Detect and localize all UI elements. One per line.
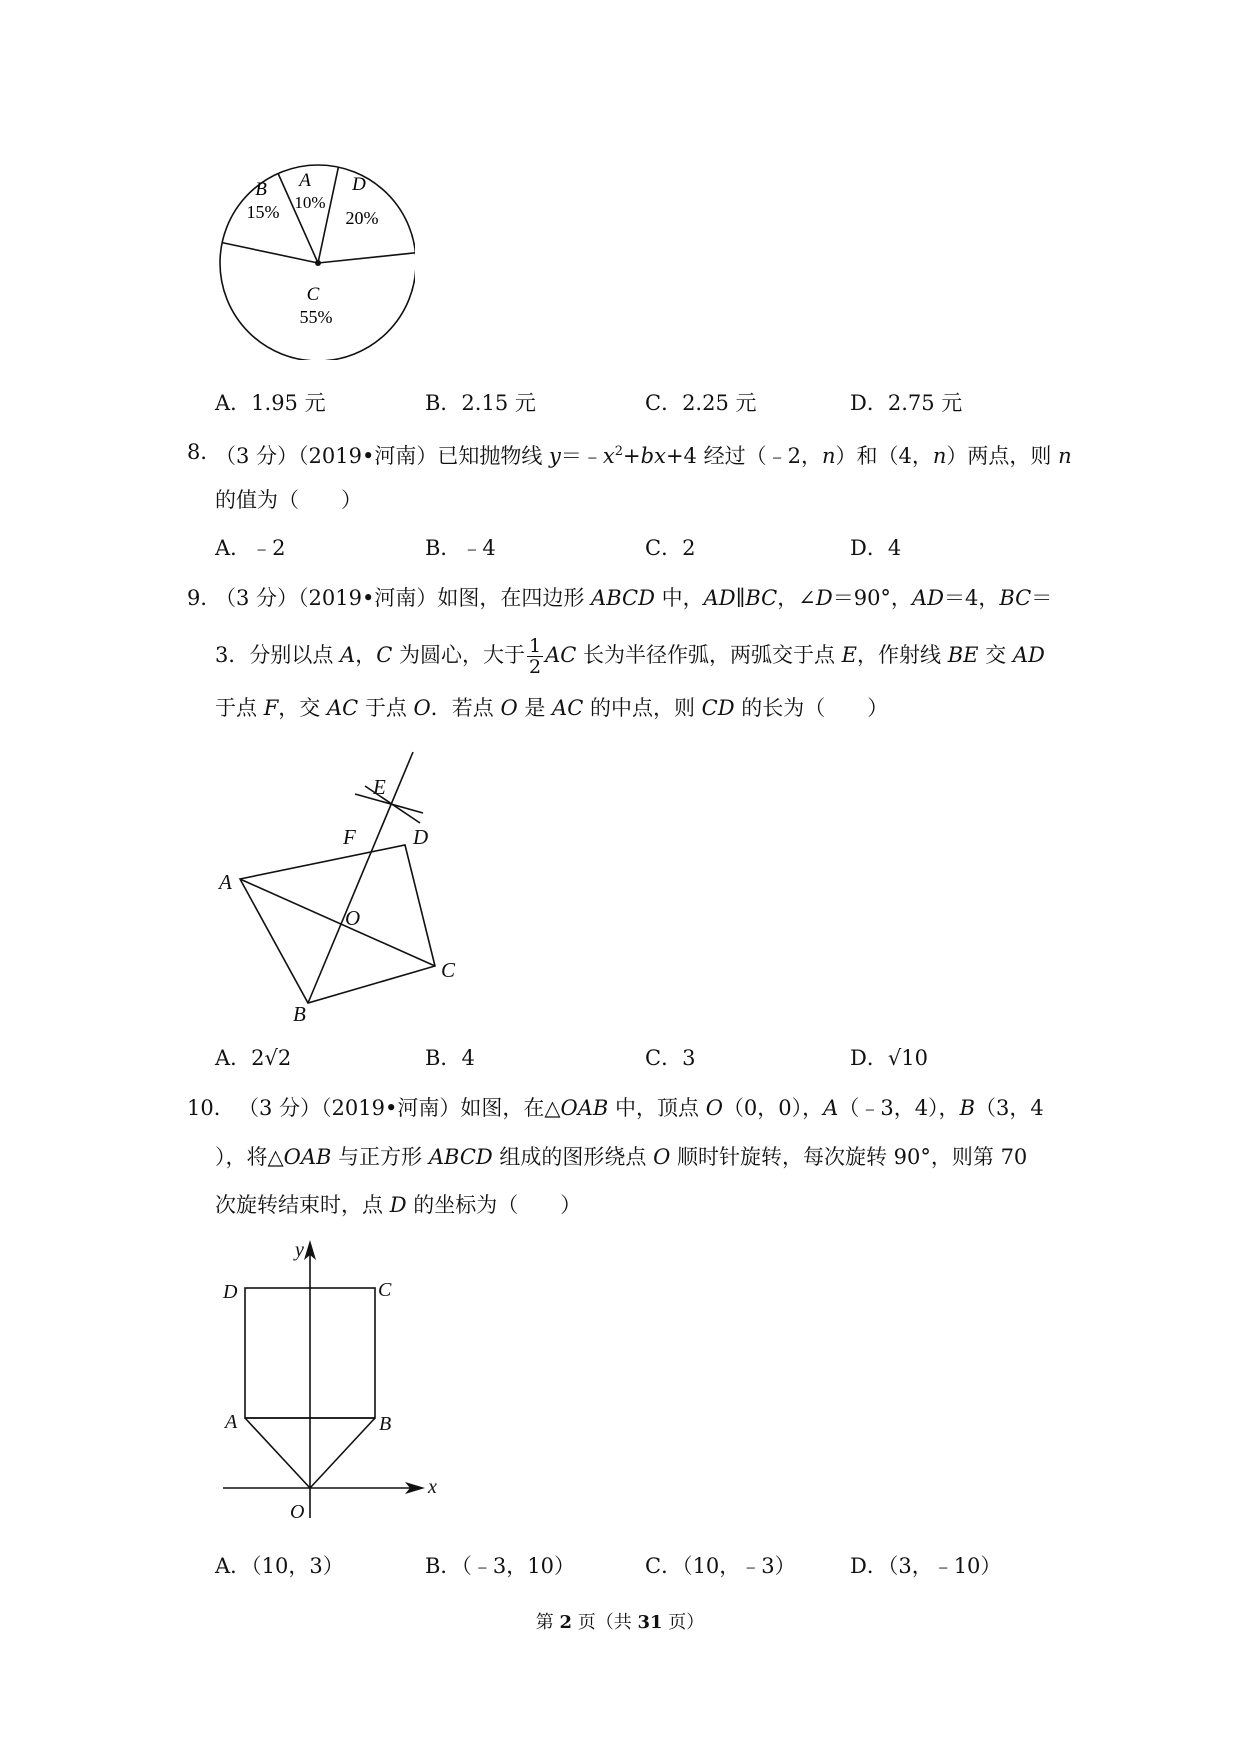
axis-label-x: x xyxy=(428,1476,437,1498)
pie-chart-figure xyxy=(215,160,415,360)
pie-percent-B: 15% xyxy=(246,202,280,222)
q7-option-a[interactable]: A．1.95 元 xyxy=(215,391,326,415)
q9-option-c[interactable]: C．3 xyxy=(645,1046,696,1070)
q9-stem-line3: 于点 F，交 AC 于点 O．若点 O 是 AC 的中点，则 CD 的长为（ ） xyxy=(215,696,889,720)
q9-number: 9． xyxy=(187,586,222,610)
pie-label-A: A xyxy=(299,170,311,191)
label-F: F xyxy=(343,825,356,849)
pie-percent-C: 55% xyxy=(299,307,333,327)
axis-label-y: y xyxy=(295,1239,304,1261)
q9-option-d[interactable]: D．√10 xyxy=(850,1046,928,1070)
label-A: A xyxy=(225,1411,238,1433)
diagonal-ac xyxy=(240,879,435,966)
page-footer: 第 2 页（共 31 页） xyxy=(535,1612,705,1633)
q8-number: 8． xyxy=(187,440,222,464)
q10-option-d[interactable]: D．（3，﹣10） xyxy=(850,1554,1002,1578)
label-O: O xyxy=(345,906,361,930)
pie-label-D: D xyxy=(352,174,366,195)
ray-be xyxy=(308,752,413,1003)
q9-option-b[interactable]: B．4 xyxy=(425,1046,475,1070)
q8-option-d[interactable]: D．4 xyxy=(850,536,902,560)
label-C: C xyxy=(441,958,456,982)
q10-number: 10． xyxy=(187,1096,235,1120)
q9-stem-line2: 3．分别以点 A，C 为圆心，大于 $\frac{1}{2}$ AC 长为半径作弧，两弧交于点 E，作射线 BE 交 AD xyxy=(215,635,1045,678)
q10-option-a[interactable]: A．（10，3） xyxy=(215,1554,344,1578)
label-A: A xyxy=(219,870,232,894)
rotation-figure xyxy=(215,1238,445,1538)
segment-oa xyxy=(245,1418,310,1488)
q7-option-b[interactable]: B．2.15 元 xyxy=(425,391,536,415)
quadrilateral-figure xyxy=(215,748,475,1023)
q7-option-c[interactable]: C．2.25 元 xyxy=(645,391,757,415)
segment-ob xyxy=(310,1418,375,1488)
label-E: E xyxy=(373,775,386,799)
pie-label-C: C xyxy=(306,284,320,305)
label-B: B xyxy=(293,1002,306,1023)
q10-option-c[interactable]: C．（10，﹣3） xyxy=(645,1554,796,1578)
q9-option-a[interactable]: A．2√2 xyxy=(215,1046,292,1070)
q10-stem-line3: 次旋转结束时，点 D 的坐标为（ ） xyxy=(215,1193,582,1217)
pie-center-dot xyxy=(315,260,321,266)
pie-percent-A: 10% xyxy=(294,193,326,212)
label-D: D xyxy=(223,1281,238,1303)
pie-boundary-B-A xyxy=(278,174,318,264)
pie-boundary-A-D xyxy=(318,167,338,263)
q8-option-c[interactable]: C．2 xyxy=(645,536,696,560)
label-B: B xyxy=(379,1413,392,1435)
fraction-one-half: $\frac{1}{2}$ xyxy=(528,635,542,678)
pie-boundary-D-C xyxy=(318,253,415,263)
q9-stem-line1: （3 分）（2019•河南）如图，在四边形 ABCD 中，AD∥BC，∠D＝90°，AD＝4，BC＝ xyxy=(215,586,1053,610)
page-total: 31 xyxy=(637,1612,663,1633)
q7-option-d[interactable]: D．2.75 元 xyxy=(850,391,963,415)
q8-stem-line2: 的值为（ ） xyxy=(215,488,362,512)
pie-label-B: B xyxy=(255,179,267,200)
q10-stem-line1: （3 分）（2019•河南）如图，在△OAB 中，顶点 O（0，0），A（﹣3，4），B（3，4 xyxy=(238,1096,1044,1120)
q10-option-b[interactable]: B．（﹣3，10） xyxy=(425,1554,576,1578)
pie-boundary-C-B xyxy=(222,243,318,263)
q8-stem-line1: （3 分）（2019•河南）已知抛物线 $y=﹣x^2+bx+4$ 经过（﹣2，n）和（4，n）两点，则 n xyxy=(215,444,1072,468)
quadrilateral-abcd xyxy=(240,845,435,1003)
q8-option-a[interactable]: A．﹣2 xyxy=(215,536,286,560)
label-C: C xyxy=(378,1279,392,1301)
page-number: 2 xyxy=(559,1612,572,1633)
q10-stem-line2: ），将△OAB 与正方形 ABCD 组成的图形绕点 O 顺时针旋转，每次旋转 90°，则第 70 xyxy=(215,1145,1028,1169)
label-D: D xyxy=(413,825,429,849)
pie-percent-D: 20% xyxy=(345,208,379,228)
label-O: O xyxy=(290,1501,305,1523)
q8-option-b[interactable]: B．﹣4 xyxy=(425,536,496,560)
